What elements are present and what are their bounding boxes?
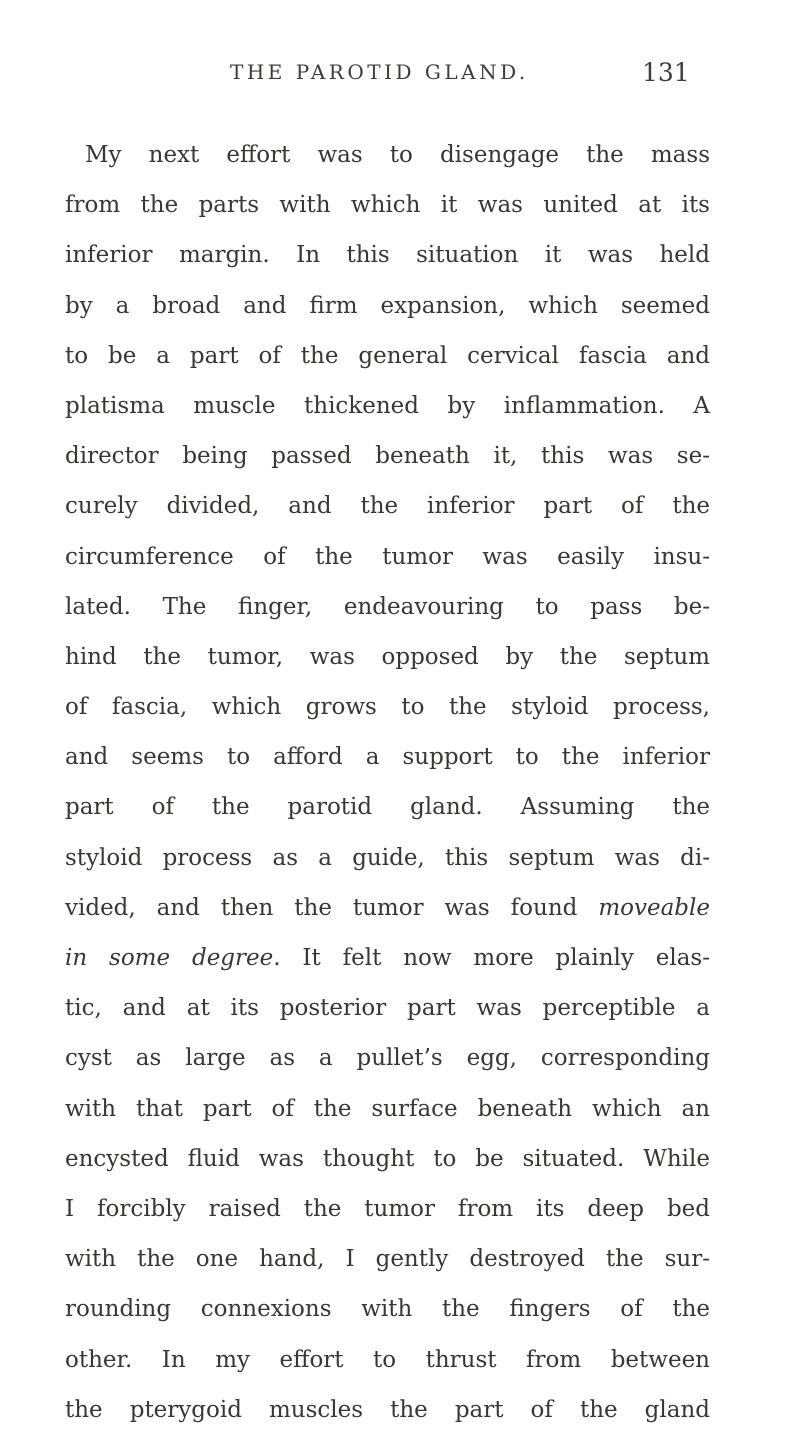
text-line: vided, and then the tumor was found moveable — [65, 894, 710, 921]
text-line: styloid process as a guide, this septum was di- — [65, 844, 710, 871]
italic-text: moveable — [598, 894, 710, 921]
text-line: My next effort was to disengage the mass — [85, 142, 710, 168]
text-line: with the one hand, I gently destroyed the sur- — [65, 1246, 710, 1273]
text-line: encysted fluid was thought to be situated. While — [65, 1145, 710, 1172]
text-line: to be a part of the general cervical fascia and — [65, 342, 710, 369]
text-line: with that part of the surface beneath which an — [65, 1095, 710, 1122]
italic-text: in some degree. — [65, 945, 281, 971]
text-line: cyst as large as a pullet’s egg, corresponding — [65, 1045, 710, 1072]
text-line: other. In my effort to thrust from between — [65, 1346, 710, 1373]
text-line: inferior margin. In this situation it was held — [65, 242, 710, 269]
body-paragraph — [65, 130, 710, 1435]
text-line: of fascia, which grows to the styloid process, — [65, 694, 710, 721]
text-line: circumference of the tumor was easily insu- — [65, 543, 710, 570]
text-line: platisma muscle thickened by inflammation. A — [65, 392, 710, 419]
text-line: tic, and at its posterior part was perceptible a — [65, 995, 710, 1022]
text-line: curely divided, and the inferior part of the — [65, 493, 710, 520]
text-line: the pterygoid muscles the part of the gland — [65, 1396, 710, 1423]
text-line: I forcibly raised the tumor from its deep bed — [65, 1195, 710, 1222]
text-line: and seems to afford a support to the inferior — [65, 744, 710, 771]
text-line: part of the parotid gland. Assuming the — [65, 794, 710, 821]
text-line: hind the tumor, was opposed by the septum — [65, 643, 710, 670]
page-number: 131 — [642, 58, 690, 87]
text-line: director being passed beneath it, this was se- — [65, 443, 710, 470]
running-head: THE PAROTID GLAND. — [230, 60, 529, 84]
text-line: in some degree. It felt now more plainly elas- — [65, 945, 710, 971]
text-line: rounding connexions with the fingers of the — [65, 1296, 710, 1323]
text-line: by a broad and firm expansion, which seemed — [65, 292, 710, 319]
text-line: from the parts with which it was united at its — [65, 192, 710, 219]
text-line: lated. The finger, endeavouring to pass be- — [65, 593, 710, 620]
